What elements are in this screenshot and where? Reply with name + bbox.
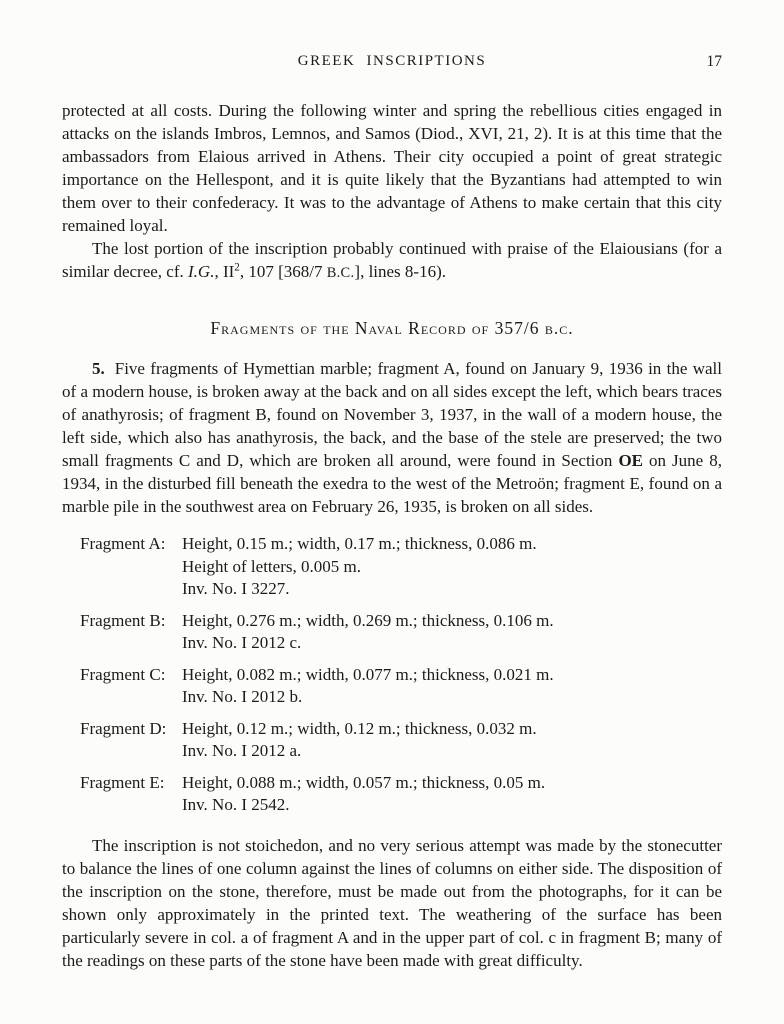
fragment-entry-e — [80, 772, 722, 817]
paragraph-stoichedon: The inscription is not stoichedon, and no very serious attempt was made by the stonecutter to balance the lines of one column against the lines of columns on either side. The disposition of the inscription on the stone, therefore, must be made out from the photographs, for it can be shown only approximately in the printed text. The weathering of the surface has been particularly severe in col. a of fragment A and in the upper part of col. c in fragment B; many of the readings on these parts of the stone have been made with great difficulty. — [62, 835, 722, 970]
section-heading: Fragments of the Naval Record of 357/6 b.c. — [210, 318, 574, 338]
fragment-line: Height, 0.15 m.; width, 0.17 m.; thickness, 0.086 m. — [182, 534, 537, 553]
entry-number: 5. — [92, 359, 105, 378]
fragment-line: Inv. No. I 2012 b. — [182, 687, 303, 706]
fragment-details — [182, 533, 722, 601]
fragment-label: Fragment A: — [80, 534, 166, 553]
superscript: 2 — [234, 261, 240, 274]
smallcaps-bc: B.C. — [326, 265, 355, 281]
text-run: ], lines 8-16). — [354, 262, 446, 281]
fragment-line: Height, 0.082 m.; width, 0.077 m.; thickness, 0.021 m. — [182, 664, 554, 684]
fragment-entry-b — [80, 610, 722, 655]
fragment-line: Inv. No. I 2542. — [182, 795, 290, 814]
paragraph-entry-5 — [62, 357, 722, 518]
fragment-measurements — [80, 533, 722, 817]
fragment-line: Inv. No. I 2012 a. — [182, 741, 302, 760]
paragraph-lost-portion — [62, 237, 722, 285]
fragment-line: Inv. No. I 2012 c. — [182, 633, 302, 652]
fragment-entry-c — [80, 664, 722, 709]
fragment-label: Fragment C: — [80, 664, 166, 684]
section-grid-label: ΟΕ — [618, 451, 643, 470]
fragment-details — [182, 718, 722, 763]
text-run: , 107 [368/7 — [239, 262, 327, 281]
text-run: , II — [214, 262, 235, 281]
fragment-details — [182, 772, 722, 817]
fragment-label: Fragment B: — [80, 610, 166, 630]
fragment-label: Fragment D: — [80, 718, 167, 738]
page-header — [62, 50, 722, 73]
fragment-details — [182, 664, 722, 709]
text-run: The lost portion of the inscription probably continued with praise of the Elaiousians (for a similar decree, cf. — [62, 239, 722, 281]
running-head: GREEK INSCRIPTIONS — [297, 53, 487, 69]
paragraph-rebellious-cities: protected at all costs. During the following winter and spring the rebellious cities engaged in attacks on the islands Imbros, Lemnos, and Samos (Diod., XVI, 21, 2). It is at this time that the ambassadors from Elaious arrived in Athens. Their city occupied a point of great strategic importance on the Hellespont, and it is quite likely that the Byzantians had attempted to win them over to their confederacy. It was to the advantage of Athens to make certain that this city remained loyal. — [62, 101, 722, 235]
fragment-line: Inv. No. I 3227. — [182, 579, 290, 598]
fragment-line: Height of letters, 0.005 m. — [182, 556, 361, 576]
fragment-entry-d — [80, 718, 722, 763]
fragment-label: Fragment E: — [80, 772, 165, 792]
fragment-entry-a — [80, 533, 722, 601]
fragment-line: Height, 0.088 m.; width, 0.057 m.; thickness, 0.05 m. — [182, 772, 546, 792]
fragment-details — [182, 610, 722, 655]
citation-italic: I.G. — [188, 262, 215, 281]
fragment-line: Height, 0.276 m.; width, 0.269 m.; thickness, 0.106 m. — [182, 610, 554, 630]
text-run: on June 8, 1934, in the disturbed fill beneath the exedra to the west of the Metroön; fragment E, found on a marble pile in the southwest area on February 26, 1935, is broken on all sides. — [62, 451, 722, 516]
page-number: 17 — [706, 53, 722, 70]
text-run: Five fragments of Hymettian marble; fragment A, found on January 9, 1936 in the wall of a modern house, is broken away at the back and on all sides except the left, which bears traces of anathyrosis; of fragment B, found on November 3, 1937, in the wall of a modern house, the left side, which also has anathyrosis, the back, and the base of the stele are preserved; the two small fragments C and D, which are broken all around, were found in Section — [62, 359, 722, 470]
fragment-line: Height, 0.12 m.; width, 0.12 m.; thickness, 0.032 m. — [182, 718, 537, 738]
